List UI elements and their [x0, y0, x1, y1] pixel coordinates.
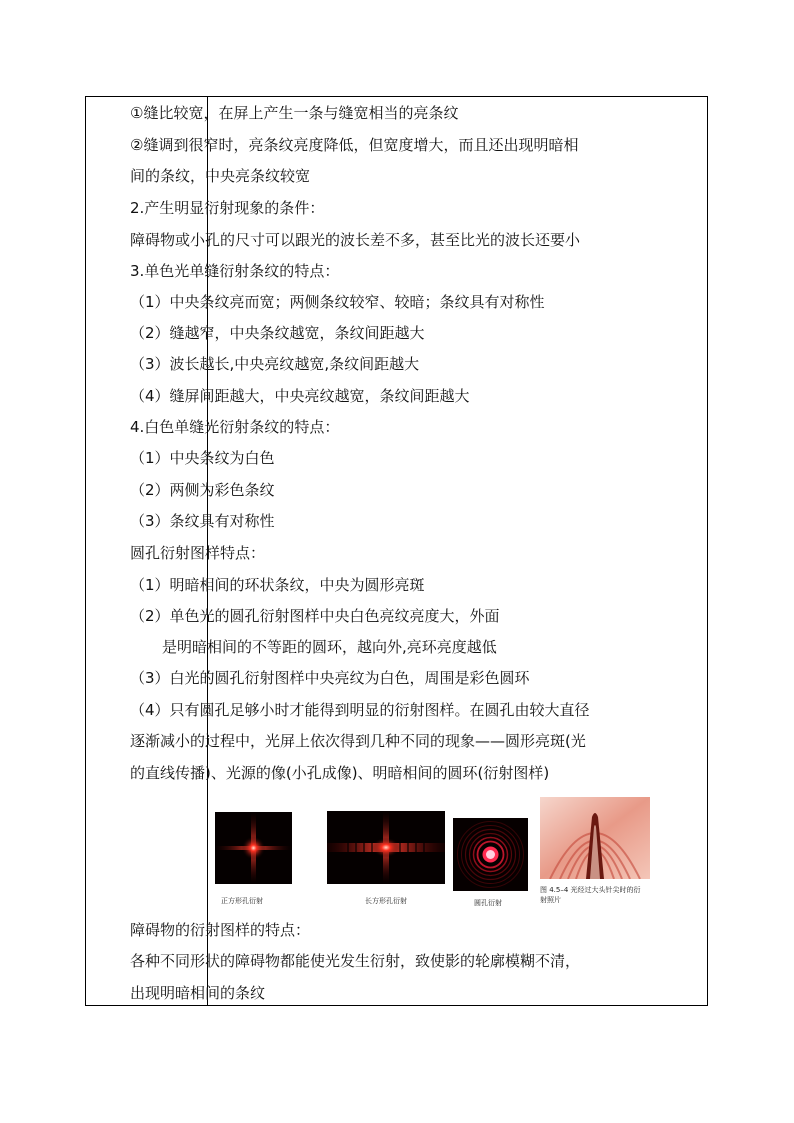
square-diffraction-image: [215, 812, 292, 884]
text-line: 的直线传播)、光源的像(小孔成像)、明暗相间的圆环(衍射图样): [130, 764, 550, 782]
text-line: （4）只有圆孔足够小时才能得到明显的衍射图样。在圆孔由较大直径: [130, 701, 590, 719]
text-line: （3）白光的圆孔衍射图样中央亮纹为白色，周围是彩色圆环: [130, 669, 530, 687]
text-line: 逐渐减小的过程中，光屏上依次得到几种不同的现象——圆形亮斑(光: [130, 732, 586, 750]
text-line: 2.产生明显衍射现象的条件：: [130, 199, 325, 217]
text-line: （2）两侧为彩色条纹: [130, 481, 275, 499]
text-line: （4）缝屏间距越大，中央亮纹越宽，条纹间距越大: [130, 387, 470, 405]
caption-rect: 长方形孔衍射: [365, 897, 407, 905]
caption-square: 正方形孔衍射: [221, 897, 263, 905]
caption-needle-2: 射照片: [540, 896, 561, 904]
text-line: （1）明暗相间的环状条纹，中央为圆形亮斑: [130, 576, 425, 594]
rect-diffraction-image: [327, 811, 445, 884]
text-line: （3）波长越长,中央亮纹越宽,条纹间距越大: [130, 355, 420, 373]
text-line: 是明暗相间的不等距的圆环，越向外,亮环亮度越低: [162, 638, 497, 656]
text-line: （1）中央条纹为白色: [130, 449, 275, 467]
text-line: ②缝调到很窄时，亮条纹亮度降低，但宽度增大，而且还出现明暗相: [130, 136, 579, 154]
text-line: 各种不同形状的障碍物都能使光发生衍射，致使影的轮廓模糊不清，: [130, 952, 581, 970]
caption-needle-1: 图 4.5–4 光经过大头针尖时的衍: [540, 886, 641, 894]
text-line: 4.白色单缝光衍射条纹的特点：: [130, 418, 340, 436]
text-line: （3）条纹具有对称性: [130, 512, 275, 530]
text-line: （1）中央条纹亮而宽；两侧条纹较窄、较暗；条纹具有对称性: [130, 293, 545, 311]
text-line: 圆孔衍射图样特点：: [130, 544, 266, 562]
text-line: 间的条纹，中央亮条纹较宽: [130, 167, 311, 185]
text-line: 障碍物的衍射图样的特点：: [130, 921, 311, 939]
text-line: （2）缝越窄，中央条纹越宽，条纹间距越大: [130, 324, 425, 342]
text-line: 3.单色光单缝衍射条纹的特点：: [130, 262, 340, 280]
text-line: ①缝比较宽，在屏上产生一条与缝宽相当的亮条纹: [130, 104, 459, 122]
needle-diffraction-image: [540, 797, 650, 879]
text-line: 障碍物或小孔的尺寸可以跟光的波长差不多，甚至比光的波长还要小: [130, 231, 581, 249]
text-line: 出现明暗相间的条纹: [130, 984, 266, 1002]
circle-diffraction-image: [453, 818, 528, 891]
caption-circle: 圆孔衍射: [474, 899, 502, 907]
text-line: （2）单色光的圆孔衍射图样中央白色亮纹亮度大，外面: [130, 607, 500, 625]
